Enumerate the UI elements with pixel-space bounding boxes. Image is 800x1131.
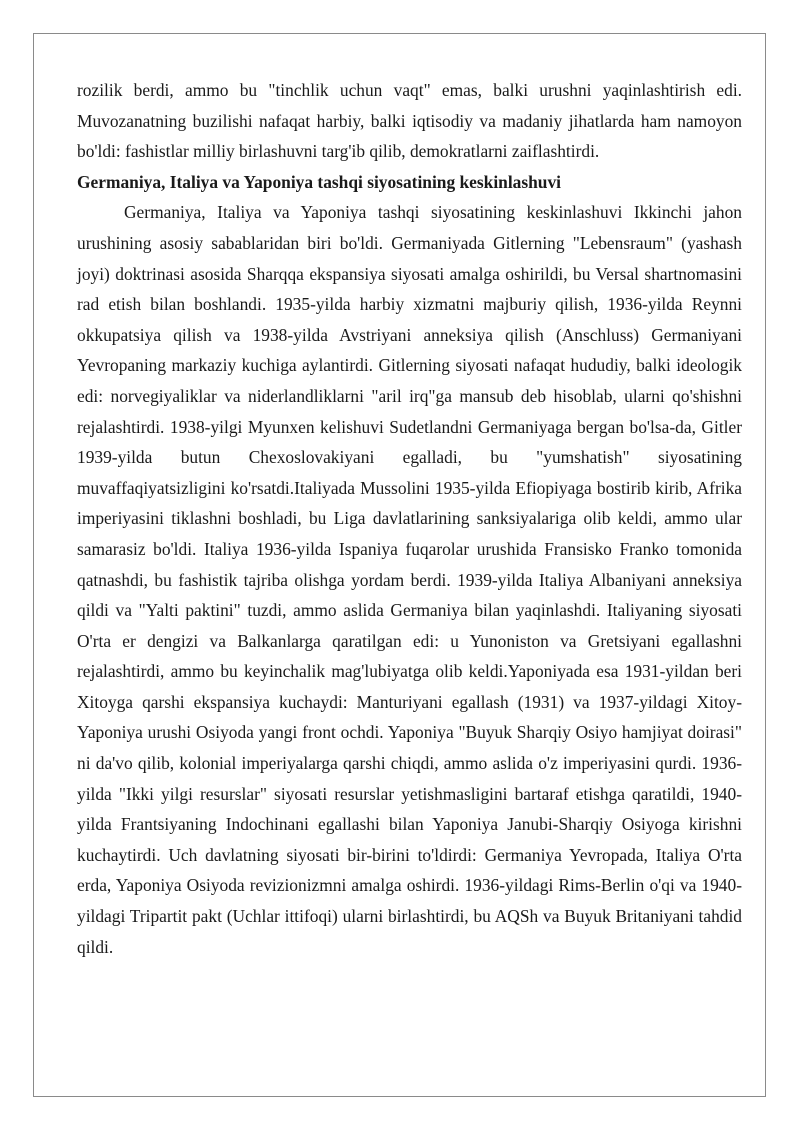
document-body <box>77 75 742 962</box>
section-heading: Germaniya, Italiya va Yaponiya tashqi siyosatining keskinlashuvi <box>77 171 561 192</box>
main-paragraph: Germaniya, Italiya va Yaponiya tashqi siyosatining keskinlashuvi Ikkinchi jahon urushining asosiy sabablaridan biri bo'ldi. Germaniyada Gitlerning "Lebensraum" (yashash joyi) doktrinasi asosida Sharqqa ekspansiya siyosati amalga oshirildi, bu Versal shartnomasini rad etish bilan boshlandi. 1935-yilda harbiy xizmatni majburiy qilish, 1936-yilda Reynni okkupatsiya qilish va 1938-yilda Avstriyani anneksiya qilish (Anschluss) Germaniyani Yevropaning markaziy kuchiga aylantirdi. Gitlerning siyosati nafaqat hududiy, balki ideologik edi: norvegiyaliklar va niderlandliklarni "aril irq"ga mansub deb hisoblab, ularni qo'shishni rejalashtirdi. 1938-yilgi Myunxen kelishuvi Sudetlandni Germaniyaga bergan bo'lsa-da, Gitler 1939-yilda butun Chexoslovakiyani egalladi, bu "yumshatish" siyosatining muvaffaqiyatsizligini ko'rsatdi.Italiyada Mussolini 1935-yilda Efiopiyaga bostirib kirib, Afrika imperiyasini tiklashni boshladi, bu Liga davlatlarining sanksiyalariga olib keldi, ammo ular samarasiz bo'ldi. Italiya 1936-yilda Ispaniya fuqarolar urushida Fransisko Franko tomonida qatnashdi, bu fashistik tajriba olishga yordam berdi. 1939-yilda Italiya Albaniyani anneksiya qildi va "Yalti paktini" tuzdi, ammo aslida Germaniya bilan yaqinlashdi. Italiyaning siyosati O'rta er dengizi va Balkanlarga qaratilgan edi: u Yunoniston va Gretsiyani egallashni rejalashtirdi, ammo bu keyinchalik mag'lubiyatga olib keldi.Yaponiyada esa 1931-yildan beri Xitoyga qarshi ekspansiya kuchaydi: Manturiyani egallash (1931) va 1937-yildagi Xitoy-Yaponiya urushi Osiyoda yangi front ochdi. Yaponiya "Buyuk Sharqiy Osiyo hamjiyat doirasi" ni da'vo qilib, kolonial imperiyalarga qarshi chiqdi, ammo aslida o'z imperiyasini qurdi. 1936-yilda "Ikki yilgi resurslar" siyosati resurslar yetishmasligini bartaraf etishga qaratildi, 1940-yilda Frantsiyaning Indochinani egallashi bilan Yaponiya Janubi-Sharqiy Osiyoga kirishni kuchaytirdi. Uch davlatning siyosati bir-birini to'ldirdi: Germaniya Yevropada, Italiya O'rta erda, Yaponiya Osiyoda revizionizmni amalga oshirdi. 1936-yildagi Rims-Berlin o'qi va 1940-yildagi Tripartit pakt (Uchlar ittifoqi) ularni birlashtirdi, bu AQSh va Buyuk Britaniyani tahdid qildi. <box>77 202 742 957</box>
continued-paragraph: rozilik berdi, ammo bu "tinchlik uchun vaqt" emas, balki urushni yaqinlashtirish edi. Muvozanatning buzilishi nafaqat harbiy, balki iqtisodiy va madaniy jihatlarda ham namoyon bo'ldi: fashistlar milliy birlashuvni targ'ib qilib, demokratlarni zaiflashtirdi. <box>77 80 742 162</box>
